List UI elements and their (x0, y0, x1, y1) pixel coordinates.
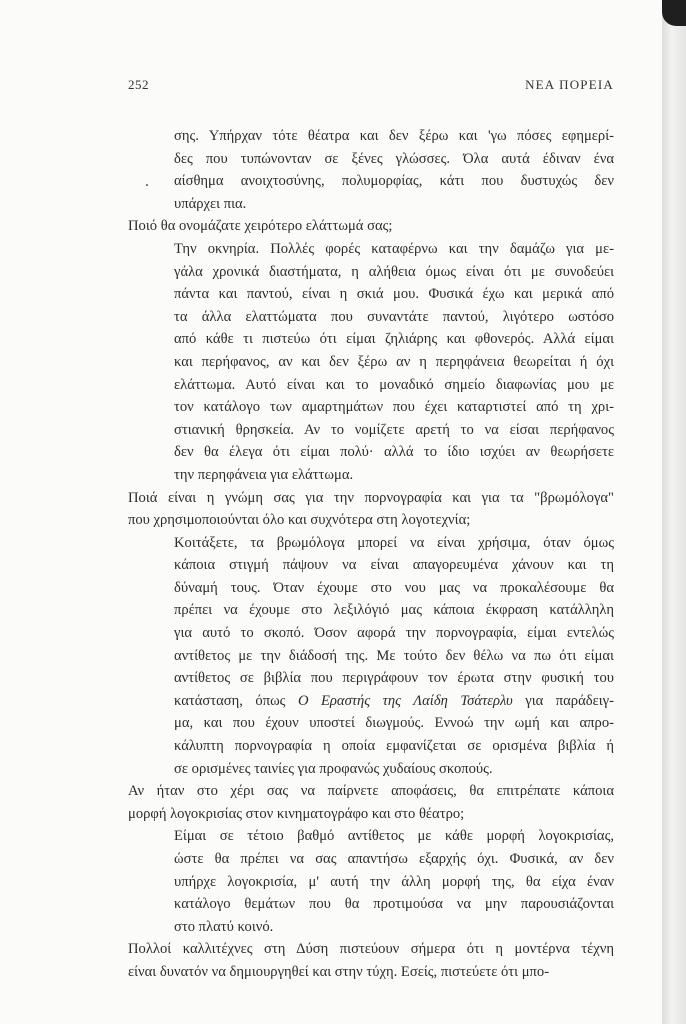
text-line: δεν θα έλεγα ότι είμαι πολύ· αλλά το ίδιο ισχύει αν θεωρήσετε (174, 444, 614, 461)
text-line: αντίθετος σε βιβλία που περιγράφουν τον έρωτα στην φυσική του (174, 670, 614, 687)
text-line: είναι δυνατόν να δημιουργηθεί και στην τύχη. Εσείς, πιστεύετε ότι μπο- (128, 963, 550, 980)
text-line: κάποια στιγμή πάψουν να είναι απαγορευμένα χάνουν και τη (174, 557, 614, 574)
text-line: στο πλατύ κοινό. (174, 918, 274, 935)
text-line: Είμαι σε τέτοιο βαθμό αντίθετος με κάθε μορφή λογοκρισίας, (174, 828, 614, 845)
text-line: γάλα χρονικά διαστήματα, η αλήθεια όμως είναι ότι με συνοδεύει (174, 263, 614, 280)
text-line: Αν ήταν στο χέρι σας να παίρνετε αποφάσεις, θα επιτρέπατε κάποια (128, 783, 614, 800)
text-line: κατάλογο θεμάτων που θα προτιμούσα να μην παρουσιάζονται (174, 896, 614, 913)
body-text (128, 125, 614, 984)
question-paragraph (128, 780, 614, 825)
question-paragraph (128, 487, 614, 532)
question-paragraph (128, 938, 614, 983)
text-line: υπήρχε λογοκρισία, μ' αυτή την άλλη μορφή της, θα είχα έναν (174, 873, 614, 890)
dark-corner (662, 0, 686, 26)
text-line: υπάρχει πια. (174, 195, 247, 212)
answer-paragraph (128, 532, 614, 781)
text-line: σης. Υπήρχαν τότε θέατρα και δεν ξέρω και 'γω πόσες εφημερί- (174, 128, 614, 144)
text-line: πρέπει να έχουμε στο λεξιλόγιό μας κάποια έκφραση κατάλληλη (174, 602, 614, 619)
text-line: που χρησιμοποιούνται όλο και συχνότερα στη λογοτεχνία; (128, 512, 471, 529)
text-line: και περήφανος, αν και δεν ξέρω αν η περηφάνεια θεωρείται ή όχι (174, 353, 614, 370)
text-line: από κάθε τι πιστεύω ότι είμαι ζηλιάρης και φθονερός. Αλλά είμαι (174, 331, 614, 348)
text-line: κάλυπτη πορνογραφία η οποία εμφανίζεται σε ορισμένα βιβλία ή (174, 738, 614, 755)
text-line: ώστε θα πρέπει να σας απαντήσω εξαρχής όχι. Φυσικά, αν δεν (174, 851, 614, 867)
text-line: πάντα και παντού, είναι η σκιά μου. Φυσικά έχω και μερικά από (174, 286, 614, 303)
text-line: μορφή λογοκρισίας στον κινηματογράφο και στο θέατρο; (128, 805, 465, 822)
text-line: για αυτό το σκοπό. Όσον αφορά την πορνογραφία, είμαι εντελώς (174, 625, 614, 642)
text-line: κατάσταση, όπως Ο Εραστής της Λαίδη Τσάτερλυ για παράδειγ- (174, 692, 614, 709)
text-line: δες που τυπώνονταν σε ξένες γλώσσες. Όλα αυτά έδιναν ένα (174, 150, 614, 167)
text-line: Πολλοί καλλιτέχνες στη Δύση πιστεύουν σήμερα ότι η μοντέρνα τέχνη (128, 941, 614, 958)
running-title: ΝΕΑ ΠΟΡΕΙΑ (525, 77, 614, 92)
answer-paragraph (128, 125, 614, 215)
text-line: Κοιτάξετε, τα βρωμόλογα μπορεί να είναι χρήσιμα, όταν όμως (174, 534, 614, 551)
text-line: την περηφάνεια για ελάττωμα. (174, 466, 354, 483)
question-paragraph (128, 215, 614, 238)
text-line: αίσθημα ανοιχτοσύνης, πολυμορφίας, κάτι που δυστυχώς δεν (174, 173, 614, 190)
book-title: Ο Εραστής της Λαίδη Τσάτερλυ (297, 692, 513, 709)
text-line: μα, και που έχουν υποστεί διωγμούς. Εννοώ την ωμή και απρο- (174, 715, 614, 732)
answer-paragraph (128, 825, 614, 938)
text-line: τον κατάλογο των αμαρτημάτων που έχει καταρτιστεί από τη χρι- (174, 399, 614, 416)
text-line: σε ορισμένες ταινίες για προφανώς χυδαίους σκοπούς. (174, 760, 493, 777)
text-line: Ποιά είναι η γνώμη σας για την πορνογραφία και για τα "βρωμόλογα" (128, 489, 614, 506)
answer-paragraph (128, 238, 614, 487)
page-number: 252 (128, 77, 149, 92)
text-line: Ποιό θα ονομάζατε χειρότερο ελάττωμά σας; (128, 218, 393, 235)
text-line: Την οκνηρία. Πολλές φορές καταφέρνω και την δαμάζω για με- (174, 240, 614, 257)
text-line: αντίθετος με την διάδοσή της. Με τούτο δεν θέλω να πω ότι είμαι (174, 647, 614, 664)
text-line: ελάττωμα. Αυτό είναι και το μοναδικό σημείο διαφωνίας μου με (174, 376, 614, 393)
page-edge (662, 0, 686, 1024)
text-line: στιανική θρησκεία. Αν το νομίζετε αρετή το να είσαι περήφανος (174, 421, 614, 438)
text-line: τα άλλα ελαττώματα που συναντάτε παντού, λιγότερο ωστόσο (174, 308, 614, 325)
text-line: δύναμή τους. Όταν έχουμε στο νου μας να προκαλέσουμε θα (174, 579, 614, 596)
